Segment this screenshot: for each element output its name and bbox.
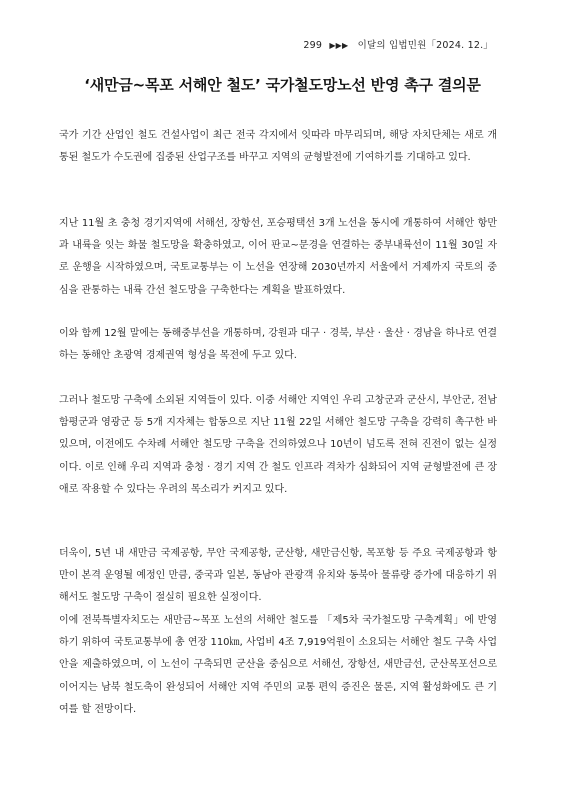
paragraph-text: 이와 함께 12월 말에는 동해중부선을 개통하며, 강원과 대구 · 경북, 부산 · 울산 · 경남을 하나로 연결하는 동해안 초광역 경제권역 형성을 목전에 두고 있다. xyxy=(59,328,497,362)
paragraph-text: 국가 기간 산업인 철도 건설사업이 최근 전국 각지에서 잇따라 마무리되며, 해당 자치단체는 새로 개통된 철도가 수도권에 집중된 산업구조를 바꾸고 지역의 균형발전에 기여하기를 기대하고 있다. xyxy=(59,130,497,164)
arrow-icon: ▶▶▶ xyxy=(329,41,349,50)
paragraph-2 xyxy=(59,213,497,302)
paragraph-3 xyxy=(59,323,497,367)
paragraph-text: 더욱이, 5년 내 새만금 국제공항, 무안 국제공항, 군산항, 새만금신항, 목포항 등 주요 국제공항과 항만이 본격 운영될 예정인 만큼, 중국과 일본, 동남아 관광객 유치와 동북아 물류량 증가에 대응하기 위해서도 철도망 구축이 절실히 필요한 실정이다. xyxy=(59,548,497,604)
section-title: 이달의 입법민원「2024. 12.」 xyxy=(357,40,493,51)
paragraph-text: 이에 전북특별자치도는 새만금~목포 노선의 서해안 철도를 「제5차 국가철도망 구축계획」에 반영하기 위하여 국토교통부에 총 연장 110㎞, 사업비 4조 7,919억원이 소요되는 서해안 철도 구축 사업안을 제출하였으며, 이 노선이 구축되면 군산을 중심으로 서해선, 장항선, 새만금선, 군산목포선으로 이어지는 남북 철도축이 완성되어 서해안 지역 주민의 교통 편익 증진은 물론, 지역 활성화에도 큰 기여를 할 전망이다. xyxy=(59,615,497,715)
paragraph-6 xyxy=(59,610,497,721)
document-title: ‘새만금~목포 서해안 철도’ 국가철도망노선 반영 촉구 결의문 xyxy=(84,76,481,94)
paragraph-text: 그러나 철도망 구축에 소외된 지역들이 있다. 이중 서해안 지역인 우리 고창군과 군산시, 부안군, 전남 함평군과 영광군 등 5개 지자체는 합동으로 지난 11월 22일 서해안 철도망 구축을 강력히 촉구한 바 있으며, 이전에도 수차례 서해안 철도망 구축을 건의하였으나 10년이 넘도록 전혀 진전이 없는 실정이다. 이로 인해 우리 지역과 충청 · 경기 지역 간 철도 인프라 격차가 심화되어 지역 균형발전에 큰 장애로 작용할 수 있다는 우려의 목소리가 커지고 있다. xyxy=(59,395,497,495)
paragraph-4 xyxy=(59,390,497,501)
page-number: 299 xyxy=(303,40,323,51)
page-header xyxy=(303,37,493,51)
paragraph-text: 지난 11월 초 충청 경기지역에 서해선, 장항선, 포승평택선 3개 노선을 동시에 개통하여 서해안 항만과 내륙을 잇는 화물 철도망을 확충하였고, 이어 판교~문경을 연결하는 중부내륙선이 11월 30일 자로 운행을 시작하였으며, 국토교통부는 이 노선을 연장해 2030년까지 서울에서 거제까지 국토의 중심을 관통하는 내륙 간선 철도망을 구축한다는 계획을 발표하였다. xyxy=(59,218,497,296)
paragraph-5 xyxy=(59,543,497,610)
paragraph-1 xyxy=(59,125,497,169)
